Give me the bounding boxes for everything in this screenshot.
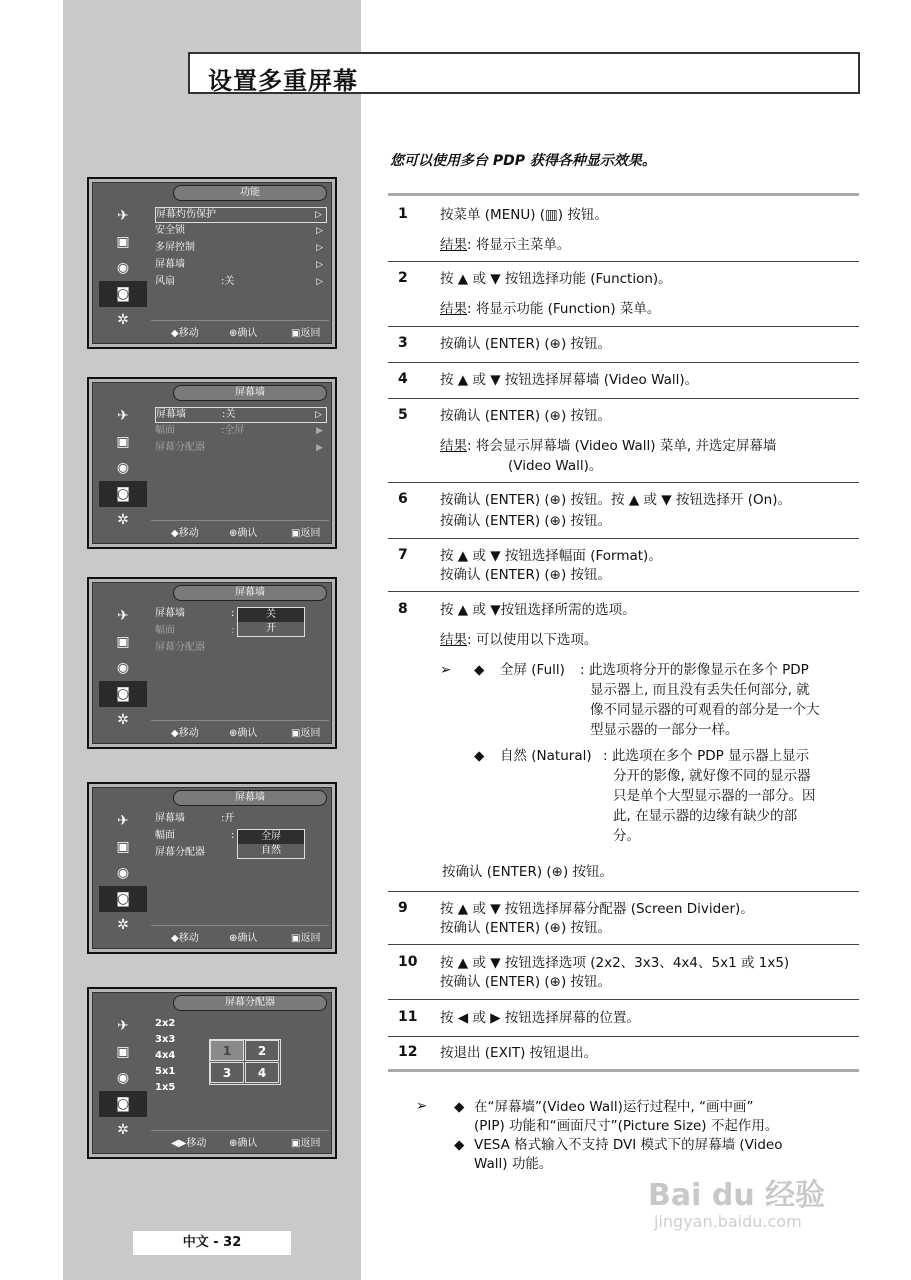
grid-cell[interactable]: 1 <box>210 1040 244 1061</box>
step-number: 8 <box>398 601 408 617</box>
step-text: 按 ▲ 或 ▼ 按钮选择功能 (Function)。 <box>440 271 672 287</box>
option-desc: : 此选项在多个 PDP 显示器上显示 <box>603 748 810 764</box>
menu-video-wall-format <box>87 782 337 954</box>
bullet-icon: ◆ <box>474 662 485 678</box>
step-text: 按 ▲ 或 ▼ 按钮选择屏幕分配器 (Screen Divider)。 <box>440 901 754 917</box>
input-icon: ✈ <box>117 208 129 224</box>
step-number: 6 <box>398 491 408 507</box>
step-text: 按 ▲ 或 ▼ 按钮选择屏幕墙 (Video Wall)。 <box>440 372 699 388</box>
menu-item[interactable]: 屏幕墙 :关 ▷ <box>155 407 327 423</box>
option-off[interactable]: 关 <box>238 608 304 622</box>
option-desc: : 此选项将分开的影像显示在多个 PDP <box>580 662 809 678</box>
step-result: 结果: 将会显示屏幕墙 (Video Wall) 菜单, 并选定屏幕墙 <box>440 438 777 454</box>
sound-icon: ◉ <box>116 260 130 276</box>
step-text: 按确认 (ENTER) (⊕) 按钮。 <box>440 513 612 529</box>
step-text: 按确认 (ENTER) (⊕) 按钮。 <box>440 974 612 990</box>
step-number: 1 <box>398 206 408 222</box>
note-text: 在“屏幕墙”(Video Wall)运行过程中, “画中画” <box>474 1099 754 1115</box>
step-result-cont: (Video Wall)。 <box>508 458 603 474</box>
menu-item[interactable]: 多屏控制 ▷ <box>155 242 323 253</box>
function-icon: ◙ <box>99 481 147 507</box>
divider <box>388 999 859 1000</box>
setup-icon: ✲ <box>117 512 129 528</box>
bullet-icon: ◆ <box>474 748 485 764</box>
option-natural[interactable]: 自然 <box>261 845 281 856</box>
note-text: VESA 格式输入不支持 DVI 模式下的屏幕墙 (Video <box>474 1137 783 1153</box>
menu-footer: ◆移动 ⊕确认 ▣返回 <box>151 520 329 539</box>
menu-title: 功能 <box>173 185 327 201</box>
option-dropdown[interactable] <box>237 829 305 859</box>
grid-cell[interactable]: 3 <box>210 1062 244 1083</box>
option-dropdown[interactable] <box>237 607 305 637</box>
menu-item[interactable]: 屏幕分配器 ▶ <box>155 442 323 453</box>
picture-icon: ▣ <box>116 434 130 450</box>
divider <box>388 482 859 483</box>
step-text: 按退出 (EXIT) 按钮退出。 <box>440 1045 598 1061</box>
step-text: 按 ◀ 或 ▶ 按钮选择屏幕的位置。 <box>440 1010 640 1026</box>
step-number: 3 <box>398 335 408 351</box>
divider <box>388 398 859 399</box>
option-desc: 分开的影像, 就好像不同的显示器 <box>613 768 811 784</box>
menu-item[interactable]: 幅面 :全屏 ▶ <box>155 425 323 436</box>
menu-item[interactable]: 屏幕分配器 <box>155 642 205 653</box>
divider <box>388 261 859 262</box>
step-number: 5 <box>398 407 408 423</box>
menu-item[interactable]: 屏幕灼伤保护 ▷ <box>155 207 327 223</box>
step-number: 2 <box>398 270 408 286</box>
menu-footer: ◆移动 ⊕确认 ▣返回 <box>151 720 329 739</box>
picture-icon: ▣ <box>116 234 130 250</box>
note-text: (PIP) 功能和“画面尺寸”(Picture Size) 不起作用。 <box>474 1118 779 1134</box>
divider-option[interactable]: 3x3 <box>155 1034 176 1045</box>
divider <box>388 538 859 539</box>
menu-footer: ◆移动 ⊕确认 ▣返回 <box>151 925 329 944</box>
menu-title: 屏幕分配器 <box>173 995 327 1011</box>
note-arrow-icon: ➢ <box>440 662 452 678</box>
menu-title: 屏幕墙 <box>173 385 327 401</box>
setup-icon: ✲ <box>117 1122 129 1138</box>
page-number: 中文 - 32 <box>133 1231 291 1255</box>
note-arrow-icon: ➢ <box>416 1098 428 1114</box>
sound-icon: ◉ <box>116 865 130 881</box>
step-text: 按 ▲ 或 ▼按钮选择所需的选项。 <box>440 602 636 618</box>
option-label: 全屏 (Full) <box>500 662 565 678</box>
menu-item[interactable]: 幅面 : <box>155 830 235 841</box>
divider <box>388 891 859 892</box>
step-result: 结果: 将显示主菜单。 <box>440 237 571 253</box>
step-number: 11 <box>398 1009 418 1025</box>
sound-icon: ◉ <box>116 460 130 476</box>
input-icon: ✈ <box>117 408 129 424</box>
bottom-rule <box>388 1069 859 1072</box>
input-icon: ✈ <box>117 813 129 829</box>
input-icon: ✈ <box>117 608 129 624</box>
menu-item[interactable]: 屏幕分配器 <box>155 847 205 858</box>
setup-icon: ✲ <box>117 917 129 933</box>
divider <box>388 362 859 363</box>
picture-icon: ▣ <box>116 1044 130 1060</box>
step-text: 按确认 (ENTER) (⊕) 按钮。按 ▲ 或 ▼ 按钮选择开 (On)。 <box>440 492 791 508</box>
step-result: 结果: 可以使用以下选项。 <box>440 632 598 648</box>
function-icon: ◙ <box>99 281 147 307</box>
grid-cell[interactable]: 2 <box>245 1040 279 1061</box>
divider-grid <box>209 1039 281 1085</box>
grid-cell[interactable]: 4 <box>245 1062 279 1083</box>
divider <box>388 326 859 327</box>
step-text: 按确认 (ENTER) (⊕) 按钮。 <box>440 408 612 424</box>
sound-icon: ◉ <box>116 660 130 676</box>
divider-option[interactable]: 1x5 <box>155 1082 176 1093</box>
menu-video-wall-off <box>87 377 337 549</box>
intro-text: 您可以使用多台 PDP 获得各种显示效果。 <box>390 153 656 169</box>
option-full[interactable]: 全屏 <box>238 830 304 844</box>
menu-function <box>87 177 337 349</box>
setup-icon: ✲ <box>117 712 129 728</box>
step-text: 按 ▲ 或 ▼ 按钮选择幅面 (Format)。 <box>440 548 662 564</box>
step-text: 按确认 (ENTER) (⊕) 按钮。 <box>440 920 612 936</box>
menu-item[interactable]: 屏幕墙 :开 <box>155 813 235 824</box>
step-text: 按确认 (ENTER) (⊕) 按钮。 <box>440 567 612 583</box>
sound-icon: ◉ <box>116 1070 130 1086</box>
menu-item[interactable]: 屏幕墙 ▷ <box>155 259 323 270</box>
top-rule <box>388 193 859 196</box>
menu-title: 屏幕墙 <box>173 585 327 601</box>
picture-icon: ▣ <box>116 634 130 650</box>
step-number: 4 <box>398 371 408 387</box>
menu-title: 屏幕墙 <box>173 790 327 806</box>
step-text: 按确认 (ENTER) (⊕) 按钮。 <box>442 864 614 880</box>
menu-item[interactable]: 幅面 : <box>155 625 235 636</box>
menu-video-wall-select <box>87 577 337 749</box>
option-desc: 只是单个大型显示器的一部分。因 <box>613 788 816 804</box>
divider-option[interactable]: 2x2 <box>155 1018 176 1029</box>
menu-item[interactable]: 安全锁 ▷ <box>155 225 323 236</box>
option-label: 自然 (Natural) <box>500 748 592 764</box>
menu-item[interactable]: 风扇 :关 ▷ <box>155 276 323 287</box>
bullet-icon: ◆ <box>454 1099 465 1115</box>
option-desc: 型显示器的一部分一样。 <box>590 722 739 738</box>
menu-screen-divider <box>87 987 337 1159</box>
bullet-icon: ◆ <box>454 1137 465 1153</box>
option-on[interactable]: 开 <box>266 623 276 634</box>
picture-icon: ▣ <box>116 839 130 855</box>
setup-icon: ✲ <box>117 312 129 328</box>
step-text: 按 ▲ 或 ▼ 按钮选择选项 (2x2、3x3、4x4、5x1 或 1x5) <box>440 955 790 971</box>
option-desc: 分。 <box>613 828 640 844</box>
step-result: 结果: 将显示功能 (Function) 菜单。 <box>440 301 661 317</box>
step-text: 按菜单 (MENU) (▥) 按钮。 <box>440 207 608 223</box>
watermark-url: jingyan.baidu.com <box>654 1212 802 1231</box>
note-text: Wall) 功能。 <box>474 1156 553 1172</box>
menu-footer: ◀▶移动 ⊕确认 ▣返回 <box>151 1130 329 1149</box>
input-icon: ✈ <box>117 1018 129 1034</box>
function-icon: ◙ <box>99 1091 147 1117</box>
option-desc: 显示器上, 而且没有丢失任何部分, 就 <box>590 682 810 698</box>
step-number: 9 <box>398 900 408 916</box>
menu-footer: ◆移动 ⊕确认 ▣返回 <box>151 320 329 339</box>
watermark-logo: Bai du 经验 <box>648 1178 826 1213</box>
step-number: 12 <box>398 1044 418 1060</box>
option-desc: 像不同显示器的可观看的部分是一个大 <box>590 702 820 718</box>
divider-option[interactable]: 4x4 <box>155 1050 176 1061</box>
step-text: 按确认 (ENTER) (⊕) 按钮。 <box>440 336 612 352</box>
page-title-box <box>188 52 860 94</box>
divider <box>388 1036 859 1037</box>
divider-option[interactable]: 5x1 <box>155 1066 176 1077</box>
function-icon: ◙ <box>99 681 147 707</box>
step-number: 7 <box>398 547 408 563</box>
menu-item[interactable]: 屏幕墙 : <box>155 608 235 619</box>
page-title: 设置多重屏幕 <box>208 67 358 95</box>
option-desc: 此, 在显示器的边缘有缺少的部 <box>613 808 798 824</box>
function-icon: ◙ <box>99 886 147 912</box>
divider <box>388 944 859 945</box>
step-number: 10 <box>398 954 418 970</box>
divider <box>388 591 859 592</box>
